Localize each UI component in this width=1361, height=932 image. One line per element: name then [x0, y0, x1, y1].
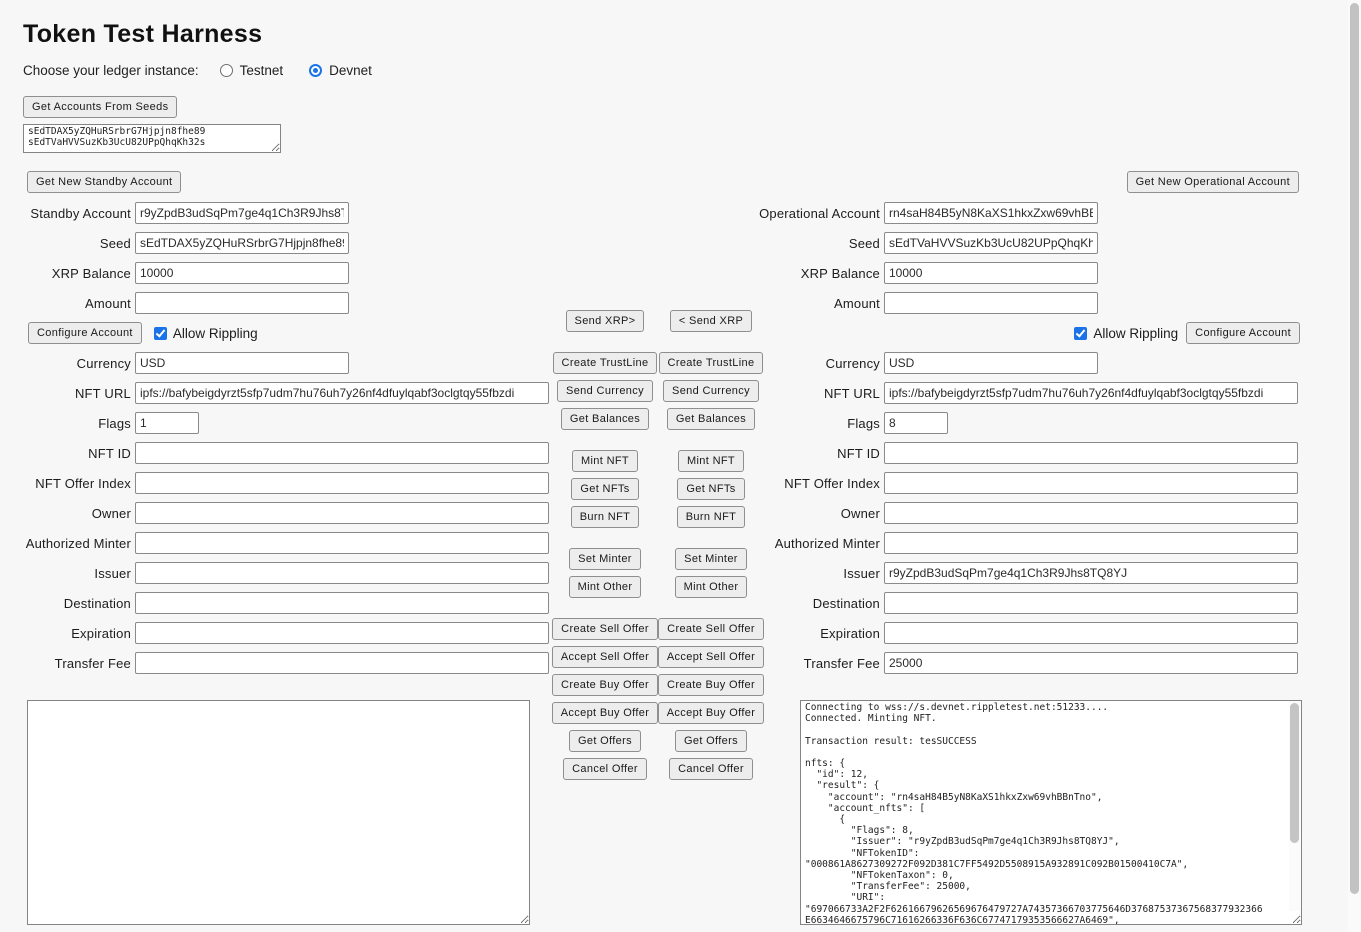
- form-row: [3, 352, 549, 374]
- operational-configure-account-button[interactable]: Configure Account: [1186, 322, 1300, 344]
- form-row: [3, 262, 549, 284]
- form-row: [752, 502, 1300, 524]
- operational-set-minter-button[interactable]: Set Minter: [675, 548, 747, 570]
- page-scrollbar-thumb[interactable]: [1350, 3, 1359, 894]
- operational-send-xrp-button[interactable]: < Send XRP: [670, 310, 752, 332]
- operational-results-area: [800, 700, 1302, 925]
- page-title: Token Test Harness: [23, 20, 263, 48]
- form-row: [3, 382, 549, 404]
- operational-send-currency-button[interactable]: Send Currency: [663, 380, 759, 402]
- form-row: [752, 442, 1300, 464]
- standby-get-offers-button[interactable]: Get Offers: [569, 730, 641, 752]
- operational-amount-input[interactable]: [884, 292, 1098, 314]
- devnet-radio-label: Devnet: [329, 63, 372, 78]
- operational-get-offers-button[interactable]: Get Offers: [675, 730, 747, 752]
- operational-nft-url-input[interactable]: [884, 382, 1298, 404]
- form-row: [3, 202, 549, 224]
- standby-issuer-input[interactable]: [135, 562, 549, 584]
- standby-destination-input[interactable]: [135, 592, 549, 614]
- operational-results-textarea[interactable]: [800, 700, 1302, 925]
- standby-transfer-fee-label: Transfer Fee: [54, 655, 131, 671]
- standby-send-currency-button[interactable]: Send Currency: [557, 380, 653, 402]
- standby-xrp-balance-input[interactable]: [135, 262, 349, 284]
- standby-get-nfts-button[interactable]: Get NFTs: [571, 478, 638, 500]
- standby-allow-rippling-checkbox[interactable]: [154, 327, 167, 340]
- standby-actions-column: [545, 310, 665, 786]
- form-row: [3, 622, 549, 644]
- standby-configure-row: [3, 322, 549, 344]
- operational-flags-input[interactable]: [884, 412, 948, 434]
- standby-currency-input[interactable]: [135, 352, 349, 374]
- standby-create-buy-offer-button[interactable]: Create Buy Offer: [552, 674, 658, 696]
- standby-send-xrp-button[interactable]: Send XRP>: [566, 310, 645, 332]
- operational-owner-input[interactable]: [884, 502, 1298, 524]
- operational-expiration-input[interactable]: [884, 622, 1298, 644]
- standby-authorized-minter-input[interactable]: [135, 532, 549, 554]
- operational-authorized-minter-label: Authorized Minter: [774, 535, 880, 551]
- get-accounts-from-seeds-button[interactable]: Get Accounts From Seeds: [23, 96, 177, 118]
- standby-account-input[interactable]: [135, 202, 349, 224]
- standby-allow-rippling-label: Allow Rippling: [172, 325, 258, 341]
- operational-destination-label: Destination: [812, 595, 880, 611]
- operational-form: [752, 202, 1300, 682]
- standby-create-trustline-button[interactable]: Create TrustLine: [553, 352, 658, 374]
- operational-flags-label: Flags: [847, 415, 880, 431]
- standby-get-balances-button[interactable]: Get Balances: [561, 408, 649, 430]
- operational-burn-nft-button[interactable]: Burn NFT: [677, 506, 745, 528]
- form-row: [752, 352, 1300, 374]
- operational-seed-label: Seed: [848, 235, 880, 251]
- form-row: [752, 202, 1300, 224]
- standby-nft-id-label: NFT ID: [88, 445, 131, 461]
- operational-seed-input[interactable]: [884, 232, 1098, 254]
- standby-mint-nft-button[interactable]: Mint NFT: [572, 450, 638, 472]
- operational-create-trustline-button[interactable]: Create TrustLine: [659, 352, 764, 374]
- form-row: [3, 412, 549, 434]
- operational-mint-nft-button[interactable]: Mint NFT: [678, 450, 744, 472]
- operational-actions-column: [651, 310, 771, 786]
- operational-accept-buy-offer-button[interactable]: Accept Buy Offer: [658, 702, 765, 724]
- results-scrollbar-thumb[interactable]: [1290, 703, 1299, 843]
- form-row: [3, 652, 549, 674]
- form-row: [752, 532, 1300, 554]
- operational-get-balances-button[interactable]: Get Balances: [667, 408, 755, 430]
- form-row: [752, 652, 1300, 674]
- operational-create-buy-offer-button[interactable]: Create Buy Offer: [658, 674, 764, 696]
- operational-allow-rippling-label: Allow Rippling: [1093, 325, 1179, 341]
- operational-destination-input[interactable]: [884, 592, 1298, 614]
- operational-create-sell-offer-button[interactable]: Create Sell Offer: [658, 618, 764, 640]
- operational-nft-offer-index-input[interactable]: [884, 472, 1298, 494]
- operational-account-input[interactable]: [884, 202, 1098, 224]
- standby-issuer-label: Issuer: [94, 565, 131, 581]
- operational-allow-rippling-checkbox[interactable]: [1074, 327, 1087, 340]
- operational-accept-sell-offer-button[interactable]: Accept Sell Offer: [658, 646, 764, 668]
- ledger-instance-chooser: [23, 63, 398, 78]
- form-row: [752, 622, 1300, 644]
- operational-transfer-fee-label: Transfer Fee: [803, 655, 880, 671]
- operational-amount-label: Amount: [833, 295, 880, 311]
- operational-owner-label: Owner: [840, 505, 880, 521]
- form-row: [3, 562, 549, 584]
- standby-form: [3, 202, 549, 682]
- testnet-radio-label: Testnet: [239, 63, 284, 78]
- operational-nft-offer-index-label: NFT Offer Index: [784, 475, 880, 491]
- ledger-instance-label: Choose your ledger instance:: [23, 63, 199, 78]
- standby-expiration-input[interactable]: [135, 622, 549, 644]
- standby-burn-nft-button[interactable]: Burn NFT: [571, 506, 639, 528]
- operational-currency-label: Currency: [825, 355, 880, 371]
- standby-accept-buy-offer-button[interactable]: Accept Buy Offer: [552, 702, 659, 724]
- operational-xrp-balance-input[interactable]: [884, 262, 1098, 284]
- operational-issuer-label: Issuer: [843, 565, 880, 581]
- standby-expiration-label: Expiration: [71, 625, 131, 641]
- get-new-operational-account-button[interactable]: Get New Operational Account: [1127, 171, 1299, 193]
- operational-configure-row: [752, 322, 1300, 344]
- form-row: [3, 532, 549, 554]
- standby-flags-label: Flags: [98, 415, 131, 431]
- operational-get-nfts-button[interactable]: Get NFTs: [677, 478, 744, 500]
- operational-nft-id-label: NFT ID: [837, 445, 880, 461]
- standby-nft-url-input[interactable]: [135, 382, 549, 404]
- devnet-radio[interactable]: [309, 64, 322, 77]
- form-row: [3, 292, 549, 314]
- form-row: [752, 562, 1300, 584]
- form-row: [3, 442, 549, 464]
- form-row: [3, 592, 549, 614]
- standby-nft-id-input[interactable]: [135, 442, 549, 464]
- operational-cancel-offer-button[interactable]: Cancel Offer: [669, 758, 753, 780]
- standby-authorized-minter-label: Authorized Minter: [25, 535, 131, 551]
- form-row: [752, 412, 1300, 434]
- page-scrollbar: [1348, 0, 1361, 932]
- operational-issuer-input[interactable]: [884, 562, 1298, 584]
- standby-account-label: Standby Account: [30, 205, 131, 221]
- seeds-textarea[interactable]: [23, 124, 281, 153]
- form-row: [752, 382, 1300, 404]
- operational-xrp-balance-label: XRP Balance: [800, 265, 880, 281]
- operational-mint-other-button[interactable]: Mint Other: [675, 576, 748, 598]
- form-row: [752, 292, 1300, 314]
- standby-results-textarea[interactable]: [27, 700, 530, 925]
- form-row: [3, 502, 549, 524]
- results-scrollbar: [1289, 701, 1301, 911]
- standby-flags-input[interactable]: [135, 412, 199, 434]
- standby-nft-offer-index-label: NFT Offer Index: [35, 475, 131, 491]
- standby-owner-label: Owner: [91, 505, 131, 521]
- operational-expiration-label: Expiration: [820, 625, 880, 641]
- standby-nft-offer-index-input[interactable]: [135, 472, 549, 494]
- operational-currency-input[interactable]: [884, 352, 1098, 374]
- standby-destination-label: Destination: [63, 595, 131, 611]
- operational-nft-id-input[interactable]: [884, 442, 1298, 464]
- form-row: [752, 472, 1300, 494]
- standby-accept-sell-offer-button[interactable]: Accept Sell Offer: [552, 646, 658, 668]
- standby-cancel-offer-button[interactable]: Cancel Offer: [563, 758, 647, 780]
- get-new-standby-account-button[interactable]: Get New Standby Account: [27, 171, 181, 193]
- standby-amount-label: Amount: [84, 295, 131, 311]
- operational-transfer-fee-input[interactable]: [884, 652, 1298, 674]
- standby-mint-other-button[interactable]: Mint Other: [569, 576, 642, 598]
- standby-transfer-fee-input[interactable]: [135, 652, 549, 674]
- form-row: [752, 262, 1300, 284]
- operational-authorized-minter-input[interactable]: [884, 532, 1298, 554]
- form-row: [752, 592, 1300, 614]
- operational-nft-url-label: NFT URL: [823, 385, 880, 401]
- form-row: [752, 232, 1300, 254]
- standby-nft-url-label: NFT URL: [74, 385, 131, 401]
- operational-account-label: Operational Account: [759, 205, 880, 221]
- form-row: [3, 472, 549, 494]
- standby-owner-input[interactable]: [135, 502, 549, 524]
- standby-xrp-balance-label: XRP Balance: [51, 265, 131, 281]
- standby-create-sell-offer-button[interactable]: Create Sell Offer: [552, 618, 658, 640]
- standby-seed-input[interactable]: [135, 232, 349, 254]
- testnet-radio[interactable]: [220, 64, 233, 77]
- standby-configure-account-button[interactable]: Configure Account: [28, 322, 142, 344]
- standby-set-minter-button[interactable]: Set Minter: [569, 548, 641, 570]
- standby-currency-label: Currency: [76, 355, 131, 371]
- standby-amount-input[interactable]: [135, 292, 349, 314]
- form-row: [3, 232, 549, 254]
- standby-seed-label: Seed: [99, 235, 131, 251]
